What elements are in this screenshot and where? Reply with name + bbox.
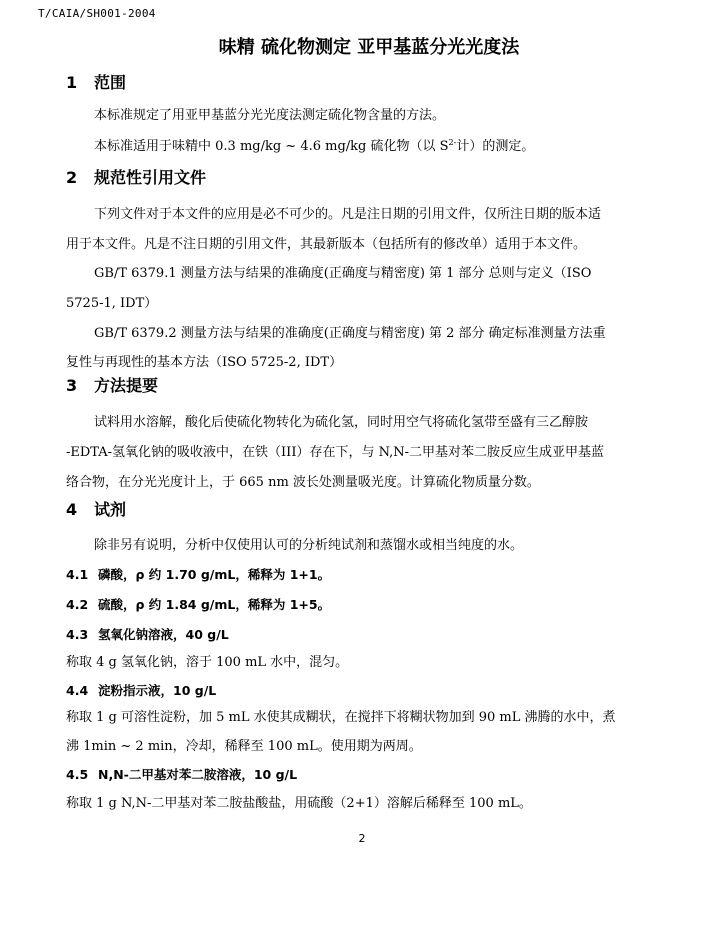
item-4-3 (66, 625, 229, 643)
item-4-5 (66, 765, 297, 783)
document-title: 味精 硫化物测定 亚甲基蓝分光光度法 (218, 37, 520, 58)
section-1-p2-text: 本标准适用于味精中 0.3 mg/kg ~ 4.6 mg/kg 硫化物（以 S (94, 139, 449, 154)
section-2-title: 规范性引用文件 (94, 168, 207, 187)
sulfide-superscript: 2- (448, 138, 457, 147)
section-2-heading (66, 165, 206, 188)
section-3-line1: 试料用水溶解，酸化后使硫化物转化为硫化氢，同时用空气将硫化氢带至盛有三乙醇胺 (94, 415, 589, 430)
item-4-3-number: 4.3 (66, 627, 89, 642)
item-4-4-text: 淀粉指示液，10 g/L (98, 683, 217, 698)
section-1-title: 范围 (94, 73, 127, 92)
reference-1-line1: GB/T 6379.1 测量方法与结果的准确度(正确度与精密度) 第 1 部分 总则与定义（ISO (94, 266, 592, 281)
item-4-1-number: 4.1 (66, 567, 89, 582)
reference-2-line1: GB/T 6379.2 测量方法与结果的准确度(正确度与精密度) 第 2 部分 确定标准测量方法重 (94, 326, 606, 341)
item-4-3-text: 氢氧化钠溶液，40 g/L (98, 627, 229, 642)
standard-code: T/CAIA/SH001-2004 (38, 7, 156, 20)
section-1-p2-tail: 计）的测定。 (456, 139, 535, 154)
section-2-p1-line1: 下列文件对于本文件的应用是必不可少的。凡是注日期的引用文件，仅所注日期的版本适 (94, 207, 602, 222)
item-4-4 (66, 681, 216, 699)
section-1-number: 1 (66, 73, 78, 92)
section-4-heading (66, 497, 126, 520)
section-4-number: 4 (66, 500, 78, 519)
section-1-paragraph-2 (94, 135, 714, 154)
item-4-4-body-line1: 称取 1 g 可溶性淀粉，加 5 mL 水使其成糊状，在搅拌下将糊状物加到 90 mL 沸腾的水中，煮 (66, 710, 616, 725)
section-3-number: 3 (66, 376, 78, 395)
section-4-title: 试剂 (94, 500, 127, 519)
item-4-4-number: 4.4 (66, 683, 89, 698)
section-3-heading (66, 373, 158, 396)
section-2-number: 2 (66, 168, 78, 187)
section-3-title: 方法提要 (94, 376, 159, 395)
section-3-line3: 络合物，在分光光度计上，于 665 nm 波长处测量吸光度。计算硫化物质量分数。 (66, 475, 540, 490)
reference-2-line2: 复性与再现性的基本方法（ISO 5725-2, IDT） (66, 355, 343, 370)
item-4-5-number: 4.5 (66, 767, 89, 782)
section-2-p1-line2: 用于本文件。凡是不注日期的引用文件，其最新版本（包括所有的修改单）适用于本文件。 (66, 237, 587, 252)
item-4-2-text: 硫酸，ρ 约 1.84 g/mL，稀释为 1+5。 (98, 597, 331, 612)
section-3-line2: -EDTA-氢氧化钠的吸收液中，在铁（III）存在下，与 N,N-二甲基对苯二胺反应生成亚甲基蓝 (66, 445, 605, 460)
section-1-paragraph-1: 本标准规定了用亚甲基蓝分光光度法测定硫化物含量的方法。 (94, 108, 446, 123)
item-4-2 (66, 595, 330, 613)
item-4-2-number: 4.2 (66, 597, 89, 612)
item-4-4-body-line2: 沸 1min ~ 2 min，冷却，稀释至 100 mL。使用期为两周。 (66, 739, 422, 754)
item-4-5-text: N,N-二甲基对苯二胺溶液，10 g/L (98, 767, 298, 782)
item-4-5-body: 称取 1 g N,N-二甲基对苯二胺盐酸盐，用硫酸（2+1）溶解后稀释至 100 mL。 (66, 796, 532, 811)
item-4-3-body: 称取 4 g 氢氧化钠，溶于 100 mL 水中，混匀。 (66, 655, 349, 670)
item-4-1 (66, 565, 330, 583)
item-4-1-text: 磷酸，ρ 约 1.70 g/mL，稀释为 1+1。 (98, 567, 331, 582)
section-4-intro: 除非另有说明，分析中仅使用认可的分析纯试剂和蒸馏水或相当纯度的水。 (94, 538, 524, 553)
page-number: 2 (358, 832, 366, 845)
reference-1-line2: 5725-1, IDT） (66, 296, 158, 311)
section-1-heading (66, 70, 126, 93)
